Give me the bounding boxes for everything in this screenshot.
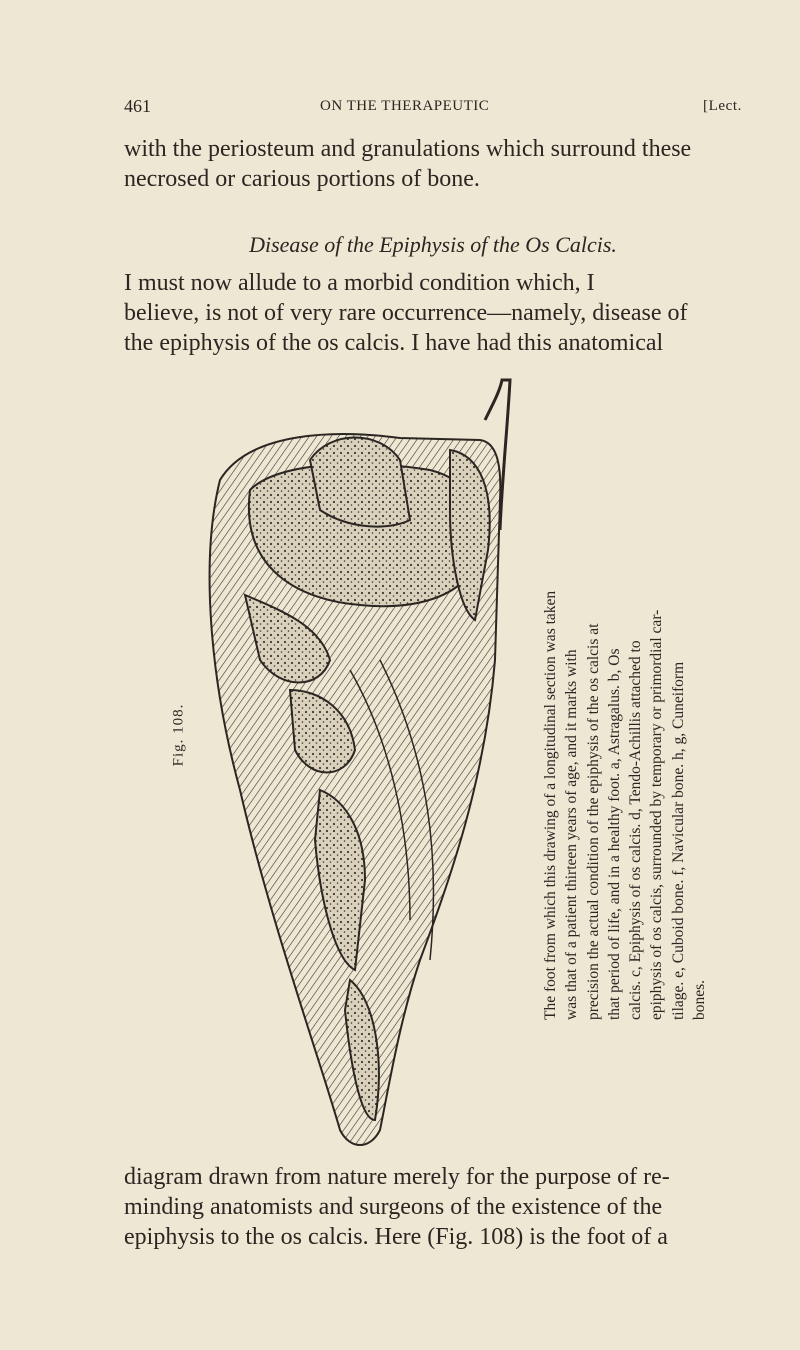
caption-line: calcis. c, Epiphysis of os calcis. d, Tendo-Achillis attached to — [627, 640, 645, 1020]
paragraph-1 — [124, 134, 742, 194]
text-line: with the periosteum and granulations which surround these — [124, 136, 692, 162]
page-number: 461 — [124, 96, 151, 116]
running-title: ON THE THERAPEUTIC — [320, 98, 490, 114]
section-heading: Disease of the Epiphysis of the Os Calcis. — [249, 232, 617, 257]
caption-line: tilage. e, Cuboid bone. f, Navicular bone. h, g, Cuneiform — [669, 661, 687, 1020]
text-line: I must now allude to a morbid condition which, I — [124, 270, 595, 296]
caption-line: bones. — [691, 979, 709, 1020]
caption-line: that period of life, and in a healthy foot. a, Astragalus. b, Os — [605, 648, 623, 1020]
text-line: necrosed or carious portions of bone. — [124, 166, 480, 192]
caption-line: epiphysis of os calcis, surrounded by temporary or primordial car- — [648, 609, 666, 1020]
figure-caption — [540, 440, 710, 1020]
caption-line: precision the actual condition of the epiphysis of the os calcis at — [584, 623, 602, 1020]
running-header — [124, 96, 742, 120]
text-line: epiphysis to the os calcis. Here (Fig. 108) is the foot of a — [124, 1224, 668, 1250]
section-label: [Lect. — [703, 98, 742, 114]
text-line: believe, is not of very rare occurrence—namely, disease of — [124, 300, 688, 326]
paragraph-2 — [124, 268, 742, 358]
paragraph-3 — [124, 1162, 742, 1252]
figure-label-text: Fig. 108. — [170, 703, 187, 767]
figure-label — [164, 700, 194, 770]
text-line: diagram drawn from nature merely for the purpose of re- — [124, 1164, 670, 1190]
text-line: minding anatomists and surgeons of the existence of the — [124, 1194, 663, 1220]
caption-line: was that of a patient thirteen years of age, and it marks with — [563, 649, 581, 1020]
text-line: the epiphysis of the os calcis. I have had this anatomical — [124, 330, 664, 356]
caption-line: The foot from which this drawing of a longitudinal section was taken — [542, 590, 559, 1020]
